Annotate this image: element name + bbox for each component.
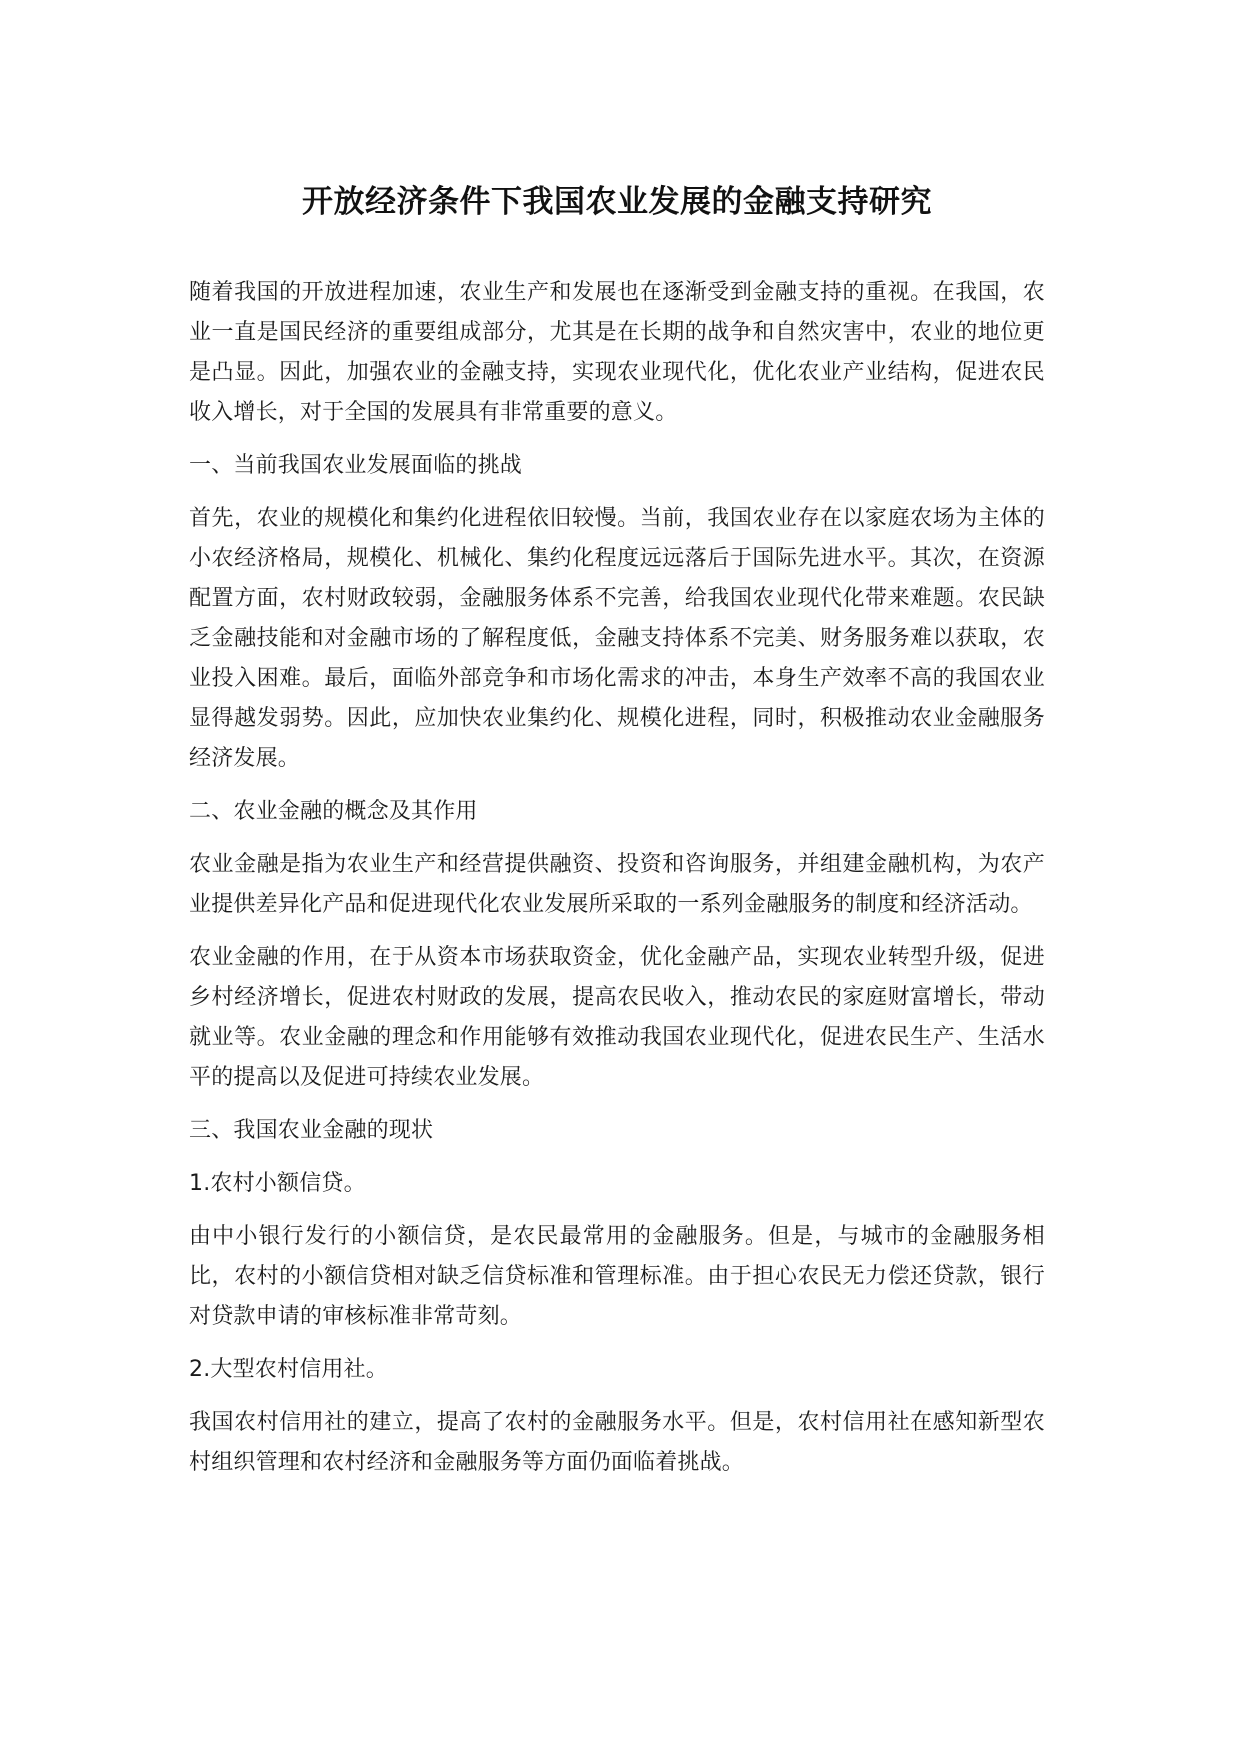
section-heading-status: 三、我国农业金融的现状: [189, 1118, 434, 1143]
concept-paragraph: 农业金融是指为农业生产和经营提供融资、投资和咨询服务，并组建金融机构，为农产业提供差异化产品和促进现代化农业发展所采取的一系列金融服务的制度和经济活动。: [189, 852, 1045, 917]
role-paragraph: 农业金融的作用，在于从资本市场获取资金，优化金融产品，实现农业转型升级，促进乡村经济增长，促进农村财政的发展，提高农民收入，推动农民的家庭财富增长，带动就业等。农业金融的理念和作用能够有效推动我国农业现代化，促进农民生产、生活水平的提高以及促进可持续农业发展。: [189, 945, 1045, 1090]
section-heading-concept: 二、农业金融的概念及其作用: [189, 799, 478, 824]
section-heading-challenges: 一、当前我国农业发展面临的挑战: [189, 453, 523, 478]
subheading-credit-cooperative: 2.大型农村信用社。: [189, 1357, 388, 1382]
document-title: 开放经济条件下我国农业发展的金融支持研究: [302, 184, 932, 220]
microcredit-paragraph: 由中小银行发行的小额信贷，是农民最常用的金融服务。但是，与城市的金融服务相比，农村的小额信贷相对缺乏信贷标准和管理标准。由于担心农民无力偿还贷款，银行对贷款申请的审核标准非常苛刻。: [189, 1224, 1045, 1329]
challenges-paragraph: 首先，农业的规模化和集约化进程依旧较慢。当前，我国农业存在以家庭农场为主体的小农经济格局，规模化、机械化、集约化程度远远落后于国际先进水平。其次，在资源配置方面，农村财政较弱，金融服务体系不完善，给我国农业现代化带来难题。农民缺乏金融技能和对金融市场的了解程度低，金融支持体系不完美、财务服务难以获取，农业投入困难。最后，面临外部竞争和市场化需求的冲击，本身生产效率不高的我国农业显得越发弱势。因此，应加快农业集约化、规模化进程，同时，积极推动农业金融服务经济发展。: [189, 506, 1045, 771]
credit-cooperative-paragraph: 我国农村信用社的建立，提高了农村的金融服务水平。但是，农村信用社在感知新型农村组织管理和农村经济和金融服务等方面仍面临着挑战。: [189, 1410, 1045, 1475]
subheading-microcredit: 1.农村小额信贷。: [189, 1171, 366, 1196]
document-body: [189, 176, 1045, 1483]
intro-paragraph: 随着我国的开放进程加速，农业生产和发展也在逐渐受到金融支持的重视。在我国，农业一直是国民经济的重要组成部分，尤其是在长期的战争和自然灾害中，农业的地位更是凸显。因此，加强农业的金融支持，实现农业现代化，优化农业产业结构，促进农民收入增长，对于全国的发展具有非常重要的意义。: [189, 280, 1045, 425]
